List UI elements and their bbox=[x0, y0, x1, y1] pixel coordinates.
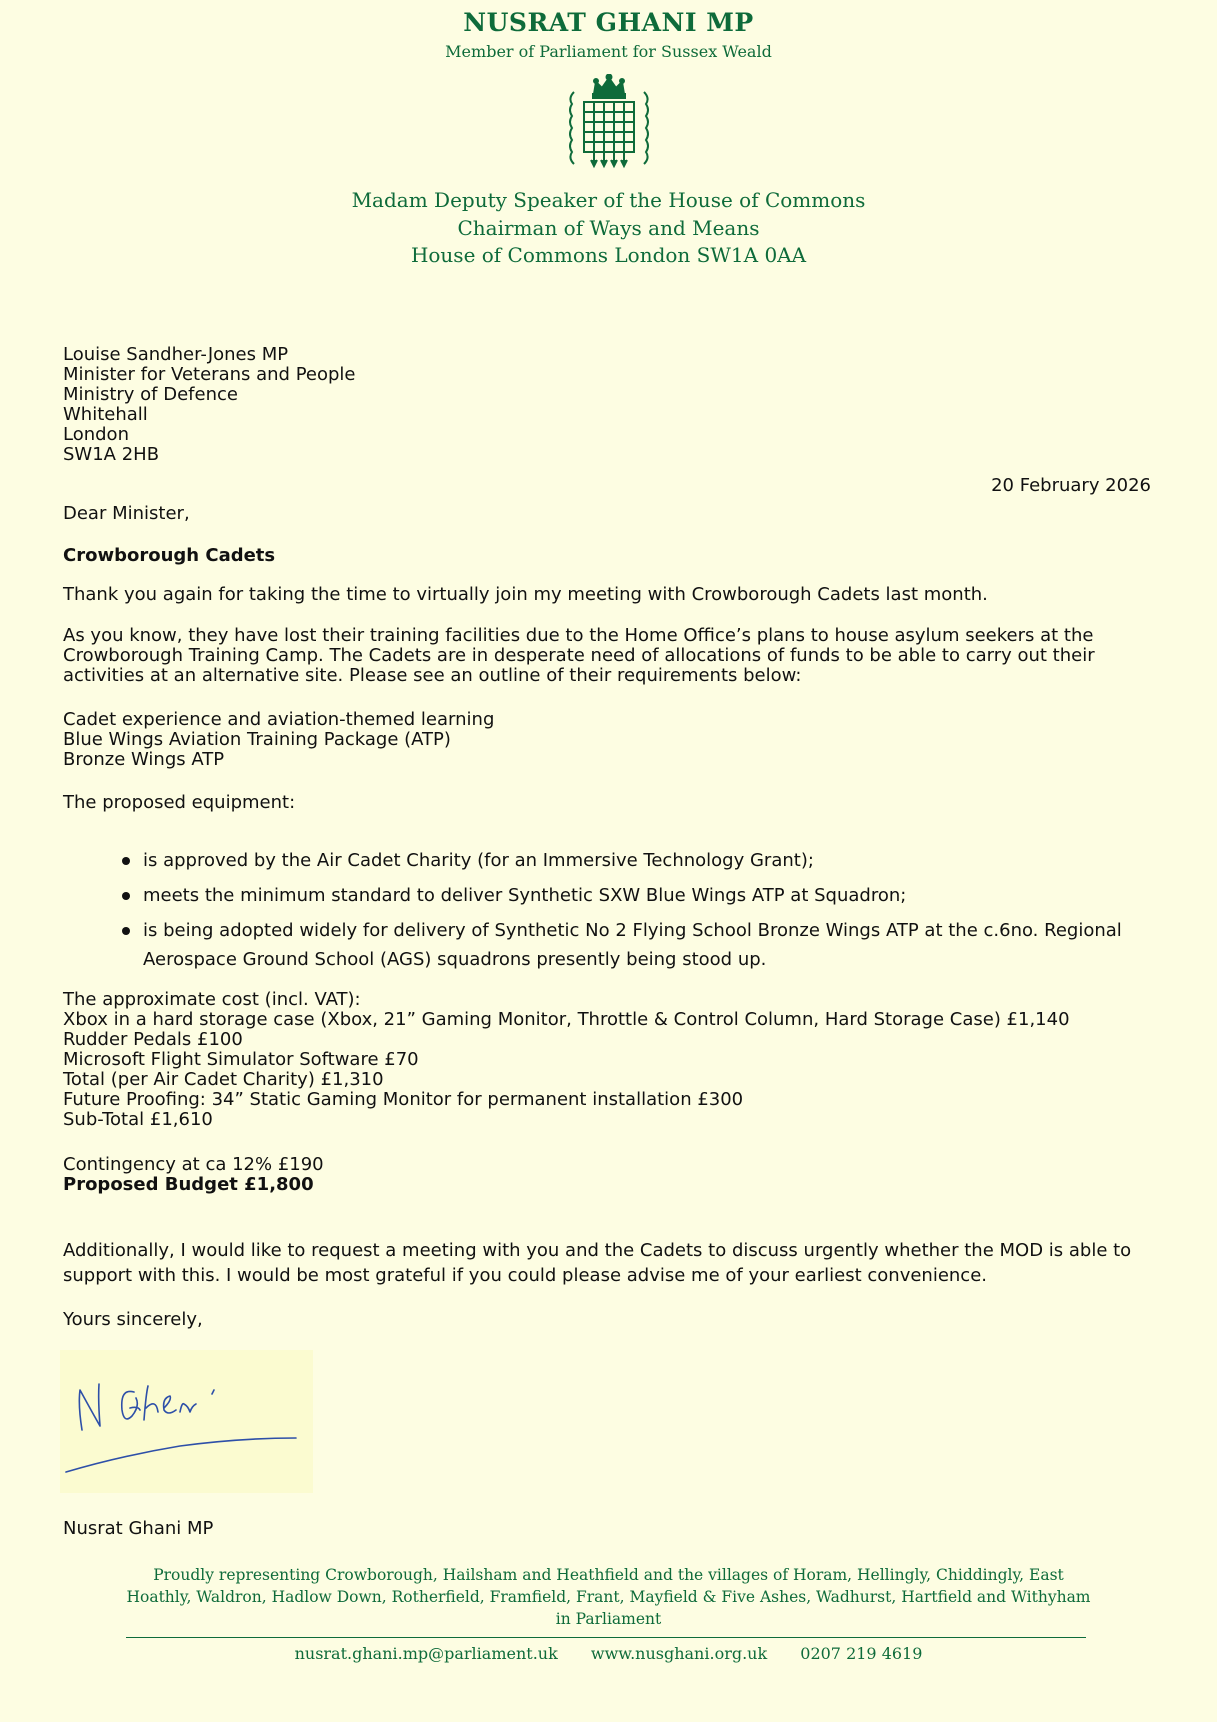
bullet-text: meets the minimum standard to deliver Synthetic SXW Blue Wings ATP at Squadron; bbox=[143, 885, 907, 906]
letter-date: 20 February 2026 bbox=[991, 475, 1151, 496]
letterhead bbox=[0, 8, 1217, 62]
context-paragraph: As you know, they have lost their training facilities due to the Home Office’s plans to house asylum seekers at the Crowborough Training Camp. The Cadets are in desperate need of allocations of funds to be able to carry out their activities at an alternative site. Please see an outline of their requirements below: bbox=[63, 625, 1095, 686]
intro-paragraph: Thank you again for taking the time to virtually join my meeting with Crowborough Cadets last month. bbox=[63, 584, 988, 605]
signer-name: Nusrat Ghani MP bbox=[63, 1518, 214, 1539]
bullet-item bbox=[63, 881, 1163, 910]
footer-divider bbox=[126, 1637, 1086, 1638]
budget-summary bbox=[63, 1155, 324, 1195]
cost-item: Xbox in a hard storage case (Xbox, 21” Gaming Monitor, Throttle & Control Column, Hard Storage Case) £1,140 bbox=[63, 1009, 1070, 1030]
cost-item: Rudder Pedals £100 bbox=[63, 1029, 243, 1050]
cost-item: Future Proofing: 34” Static Gaming Monitor for permanent installation £300 bbox=[63, 1089, 744, 1110]
office-line: House of Commons London SW1A 0AA bbox=[410, 243, 807, 267]
cost-item: Microsoft Flight Simulator Software £70 bbox=[63, 1049, 419, 1070]
recipient-line: London bbox=[63, 424, 129, 445]
bullet-text: is being adopted widely for delivery of Synthetic No 2 Flying School Bronze Wings ATP at the c.6no. Regional Aerospace Ground School (AGS) squadrons presently being stood up. bbox=[143, 920, 1122, 970]
requirement-item: Cadet experience and aviation-themed learning bbox=[63, 709, 495, 730]
bullet-icon bbox=[122, 892, 130, 900]
recipient-line: Ministry of Defence bbox=[63, 384, 238, 405]
bullet-text: is approved by the Air Cadet Charity (for an Immersive Technology Grant); bbox=[143, 850, 814, 871]
requirements-list bbox=[63, 710, 494, 770]
recipient-line: Louise Sandher-Jones MP bbox=[63, 344, 289, 365]
recipient-line: Minister for Veterans and People bbox=[63, 364, 356, 385]
bullet-item bbox=[63, 846, 1163, 875]
cost-item: Total (per Air Cadet Charity) £1,310 bbox=[63, 1069, 384, 1090]
contact-email[interactable]: nusrat.ghani.mp@parliament.uk bbox=[294, 1644, 558, 1663]
recipient-address bbox=[63, 345, 356, 465]
requirement-item: Bronze Wings ATP bbox=[63, 749, 225, 770]
handwritten-signature-icon bbox=[60, 1350, 313, 1493]
equipment-intro: The proposed equipment: bbox=[63, 792, 296, 813]
cost-heading: The approximate cost (incl. VAT): bbox=[63, 989, 361, 1010]
footer-contacts bbox=[0, 1644, 1217, 1663]
contingency-line: Contingency at ca 12% £190 bbox=[63, 1154, 324, 1175]
footer-representation: Proudly representing Crowborough, Hailsham and Heathfield and the villages of Horam, Hellingly, Chiddingly, East Hoathly, Waldron, Hadlow Down, Rotherfield, Framfield, Frant, Mayfield & Five Ashes, Wadhurst, Hartfield and Withyham in Parliament bbox=[126, 1566, 1091, 1628]
subject-heading: Crowborough Cadets bbox=[63, 545, 276, 566]
portcullis-icon bbox=[566, 74, 652, 174]
closing: Yours sincerely, bbox=[63, 1309, 203, 1330]
proposed-budget: Proposed Budget £1,800 bbox=[63, 1174, 314, 1195]
equipment-bullets bbox=[63, 846, 1163, 980]
bullet-icon bbox=[122, 927, 130, 935]
mp-constituency: Member of Parliament for Sussex Weald bbox=[445, 42, 772, 61]
contact-phone: 0207 219 4619 bbox=[800, 1644, 923, 1663]
cost-item: Sub-Total £1,610 bbox=[63, 1109, 213, 1130]
office-block bbox=[0, 187, 1217, 270]
bullet-item bbox=[63, 916, 1163, 974]
salutation: Dear Minister, bbox=[63, 503, 190, 524]
cost-list bbox=[63, 990, 1070, 1130]
office-line: Madam Deputy Speaker of the House of Commons bbox=[351, 188, 866, 212]
contact-website[interactable]: www.nusghani.org.uk bbox=[590, 1644, 768, 1663]
request-paragraph: Additionally, I would like to request a meeting with you and the Cadets to discuss urgently whether the MOD is able to support with this. I would be most grateful if you could please advise me of your earliest convenience. bbox=[63, 1240, 1132, 1286]
bullet-icon bbox=[122, 857, 130, 865]
office-line: Chairman of Ways and Means bbox=[457, 215, 760, 240]
recipient-line: SW1A 2HB bbox=[63, 444, 160, 465]
recipient-line: Whitehall bbox=[63, 404, 148, 425]
requirement-item: Blue Wings Aviation Training Package (ATP) bbox=[63, 729, 451, 750]
mp-name: NUSRAT GHANI MP bbox=[463, 8, 754, 37]
